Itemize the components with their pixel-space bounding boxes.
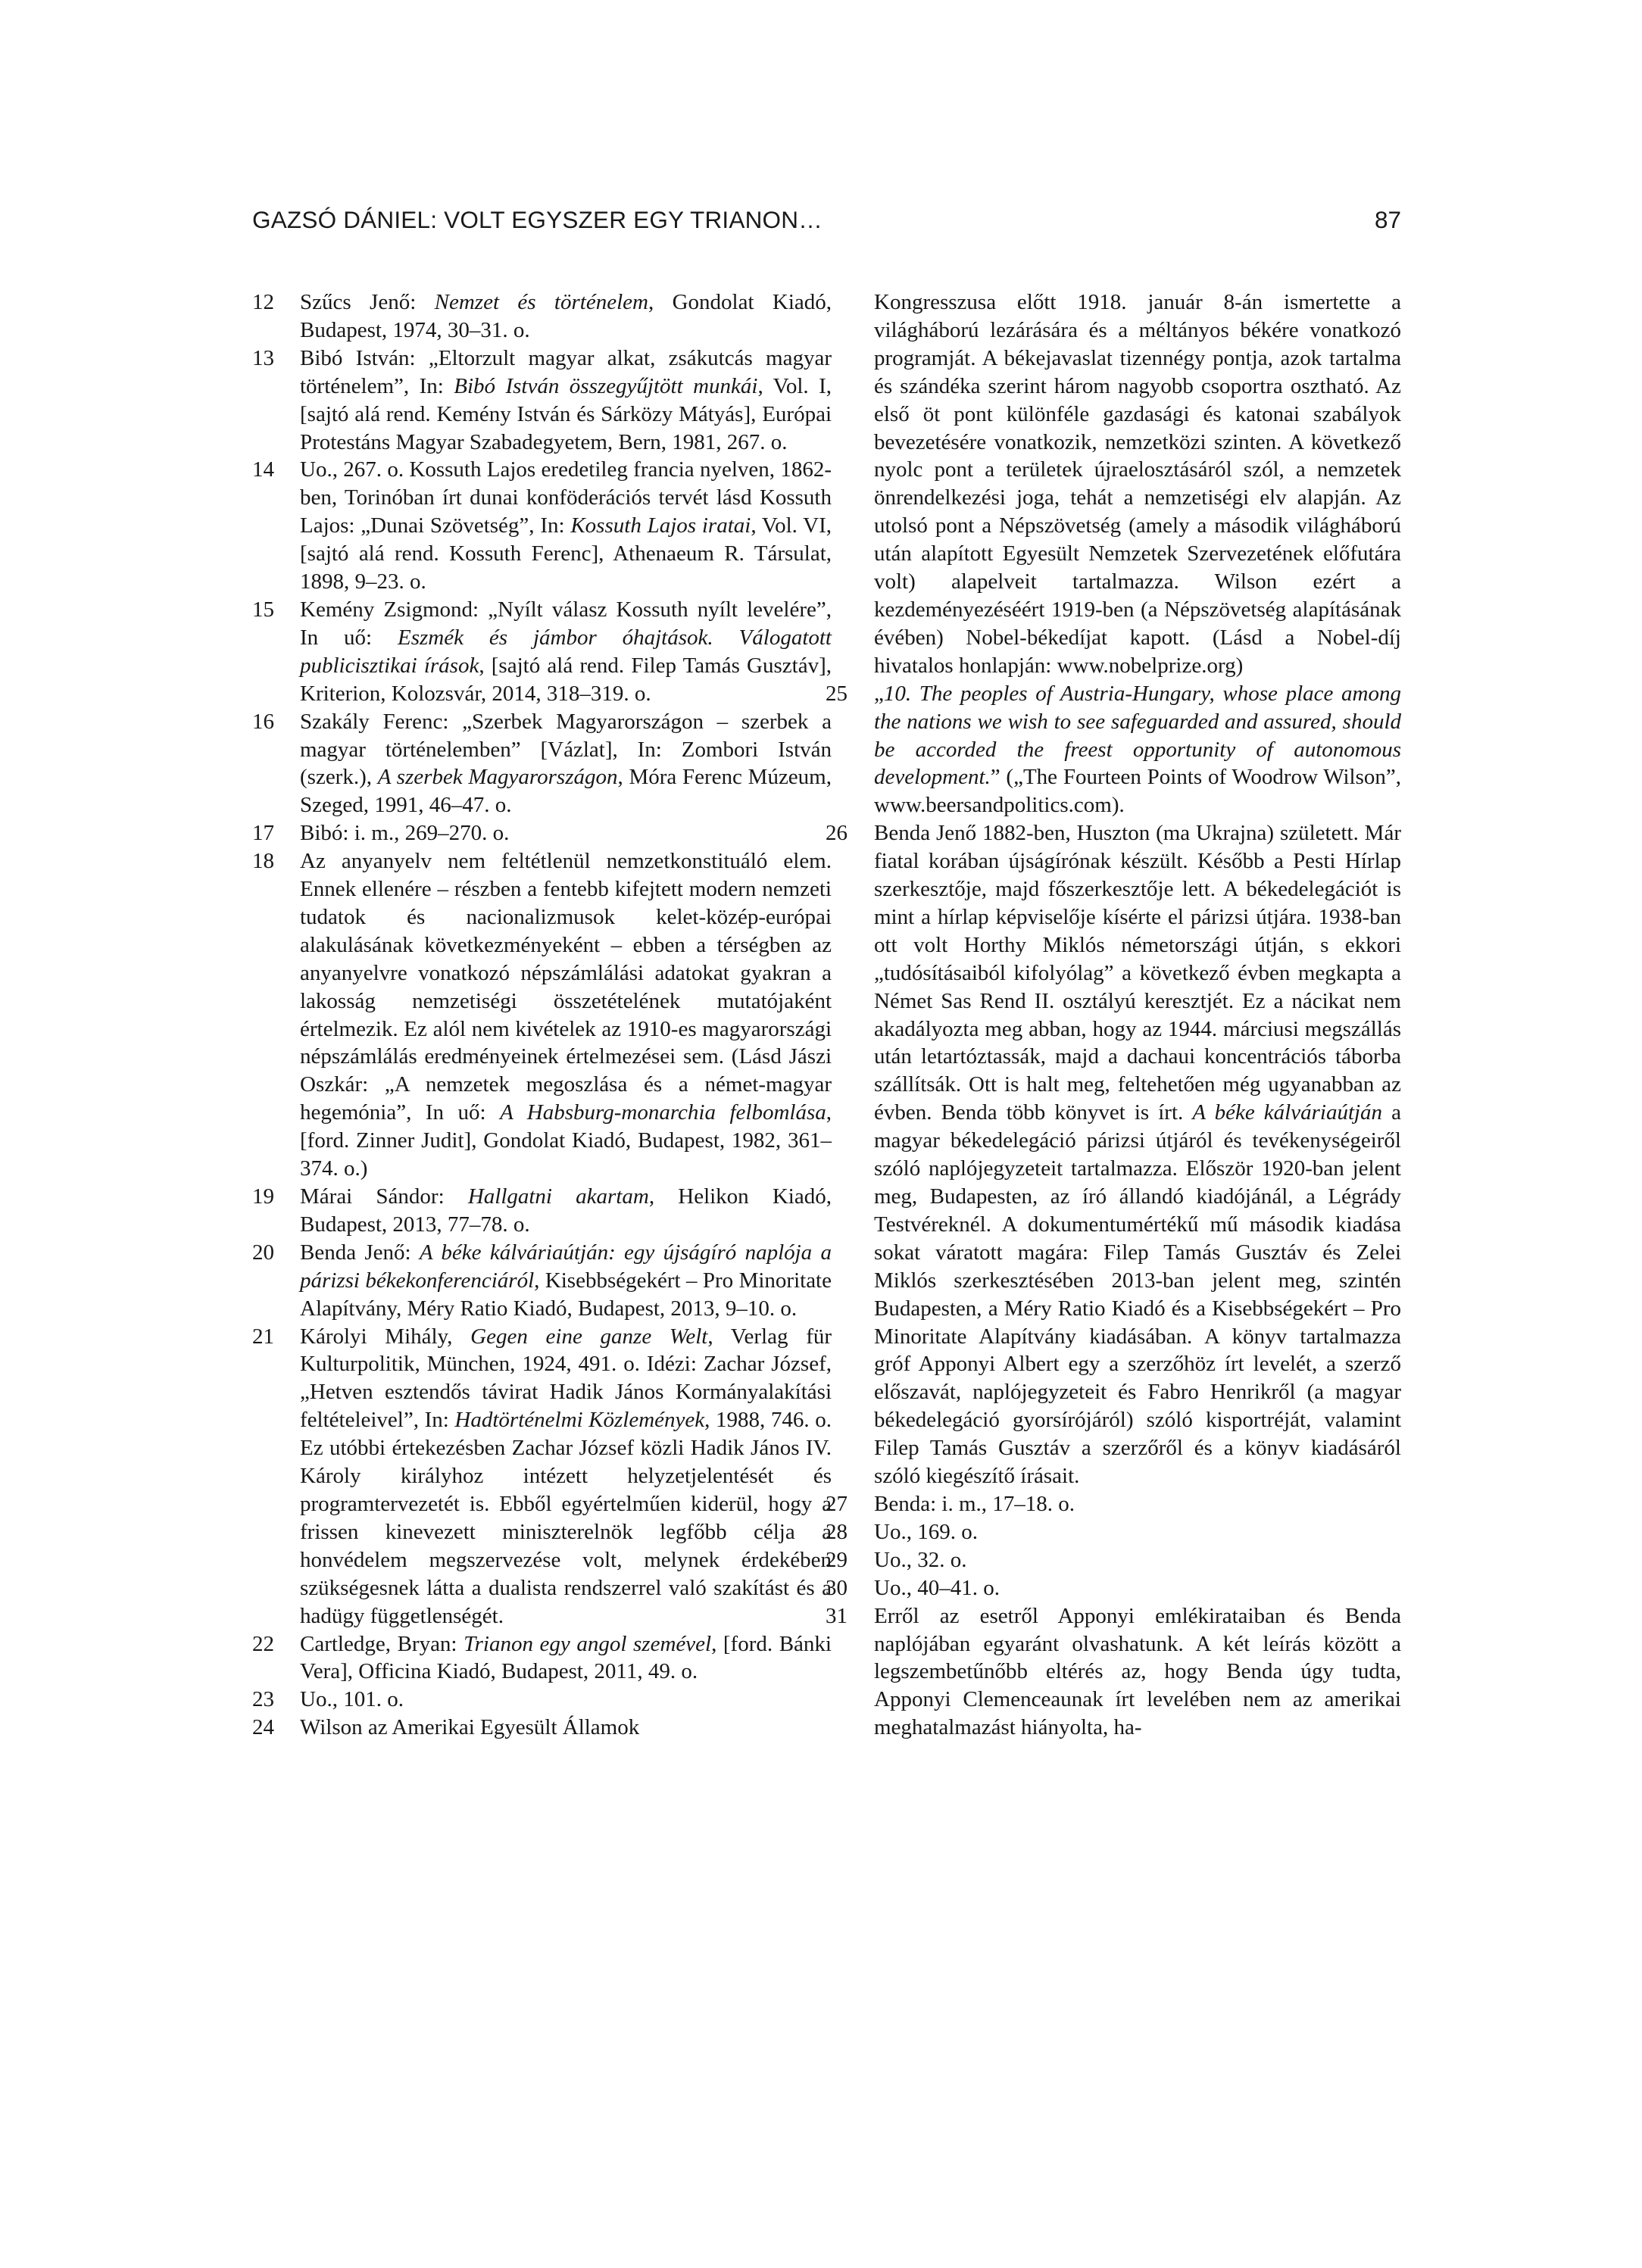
footnote-18 [252, 847, 832, 1183]
footnote-22 [252, 1630, 832, 1686]
footnote-text: Uo., 101. o. [300, 1687, 404, 1712]
footnote-23 [252, 1686, 832, 1714]
footnote-number: 12 [252, 290, 274, 314]
footnotes-left-column [252, 289, 832, 1742]
footnote-text: „10. The peoples of Austria-Hungary, whose place among the nations we wish to see safeguarded and assured, should be accorded the freest opportunity of autonomous development.” („The Fourteen Points of Woodrow Wilson”, www.beersandpolitics.com). [874, 681, 1401, 818]
footnote-text: Benda: i. m., 17–18. o. [874, 1491, 1075, 1516]
footnote-text: Wilson az Amerikai Egyesült Államok [300, 1715, 640, 1740]
footnote-text: Károlyi Mihály, Gegen eine ganze Welt, Verlag für Kulturpolitik, München, 1924, 491. o. Idézi: Zachar József, „Hetven esztendős távirat Hadik János Kormányalakítási feltételeivel”, In: Hadtörténelmi Közlemények, 1988, 746. o. Ez utóbbi értekezésben Zachar József közli Hadik János IV. Károly királyhoz intézett helyzetjelentését és programtervezetét is. Ebből egyértelműen kiderül, hogy a frissen kinevezett miniszterelnök legfőbb célja a honvédelem megszervezése volt, melynek érdekében szükségesnek látta a dualista rendszerrel való szakítást és a hadügy függetlenségét. [300, 1324, 832, 1628]
footnote-number: 15 [252, 597, 274, 622]
footnote-text: Erről az esetről Apponyi emlékirataiban és Benda naplójában egyaránt olvashatunk. A két leírás között a legszembetűnőbb eltérés az, hogy Benda úgy tudta, Apponyi Clemenceaunak írt levelében nem az amerikai meghatalmazást hiányolta, ha- [874, 1603, 1401, 1740]
footnote-16 [252, 708, 832, 820]
footnote-number: 18 [252, 849, 274, 874]
footnote-number: 22 [252, 1631, 274, 1656]
footnote-number: 16 [252, 709, 274, 734]
footnote-number: 26 [826, 821, 848, 846]
footnote-continuation [826, 289, 1401, 680]
footnote-19 [252, 1183, 832, 1239]
footnote-text: Cartledge, Bryan: Trianon egy angol szemével, [ford. Bánki Vera], Officina Kiadó, Budapest, 2011, 49. o. [300, 1631, 832, 1684]
footnote-text: Benda Jenő: A béke kálváriaútján: egy újságíró naplója a párizsi békekonferenciáról, Kisebbségekért – Pro Minoritate Alapítvány, Méry Ratio Kiadó, Budapest, 2013, 9–10. o. [300, 1240, 832, 1321]
footnote-text: Az anyanyelv nem feltétlenül nemzetkonstituáló elem. Ennek ellenére – részben a fentebb kifejtett modern nemzeti tudatok és nacionalizmusok kelet-közép-európai alakulásának következményeként – ebben a térségben az anyanyelvre vonatkozó népszámlálási adatokat gyakran a lakosság nemzetiségi összetételének mutatójaként értelmezik. Ez alól nem kivételek az 1910-es magyarországi népszámlálás eredményeinek értelmezései sem. (Lásd Jászi Oszkár: „A nemzetek megoszlása és a német-magyar hegemónia”, In uő: A Habsburg-monarchia felbomlása, [ford. Zinner Judit], Gondolat Kiadó, Budapest, 1982, 361–374. o.) [300, 849, 832, 1181]
footnote-number: 17 [252, 821, 274, 846]
footnote-12 [252, 289, 832, 345]
footnote-text: Szakály Ferenc: „Szerbek Magyarországon – szerbek a magyar történelemben” [Vázlat], In: Zombori István (szerk.), A szerbek Magyarországon, Móra Ferenc Múzeum, Szeged, 1991, 46–47. o. [300, 709, 832, 818]
page-number: 87 [1374, 206, 1401, 233]
footnote-number: 30 [826, 1575, 848, 1600]
footnote-number: 23 [252, 1687, 274, 1712]
footnote-number: 13 [252, 345, 274, 370]
footnote-28 [826, 1518, 1401, 1546]
footnote-number: 31 [826, 1603, 848, 1628]
footnote-number: 29 [826, 1547, 848, 1572]
footnote-number: 28 [826, 1519, 848, 1544]
footnote-text: Uo., 40–41. o. [874, 1575, 1000, 1600]
footnote-24 [252, 1714, 832, 1742]
footnote-number: 21 [252, 1324, 274, 1349]
footnotes-right-column [826, 289, 1401, 1742]
footnote-text: Uo., 32. o. [874, 1547, 967, 1572]
footnote-text: Márai Sándor: Hallgatni akartam, Helikon Kiadó, Budapest, 2013, 77–78. o. [300, 1184, 832, 1237]
footnote-number: 27 [826, 1491, 848, 1516]
footnote-14 [252, 456, 832, 596]
footnote-number: 19 [252, 1184, 274, 1209]
footnote-text: Kemény Zsigmond: „Nyílt válasz Kossuth nyílt levelére”, In uő: Eszmék és jámbor óhajtások. Válogatott publicisztikai írások, [sajtó alá rend. Filep Tamás Gusztáv], Kriterion, Kolozsvár, 2014, 318–319. o. [300, 597, 832, 706]
footnote-21 [252, 1323, 832, 1630]
footnote-number: 24 [252, 1715, 274, 1740]
footnote-text: Szűcs Jenő: Nemzet és történelem, Gondolat Kiadó, Budapest, 1974, 30–31. o. [300, 290, 832, 342]
footnote-26 [826, 819, 1401, 1490]
footnote-17 [252, 819, 832, 847]
footnote-15 [252, 596, 832, 708]
footnote-29 [826, 1546, 1401, 1574]
footnote-30 [826, 1574, 1401, 1602]
footnote-number: 14 [252, 457, 274, 482]
footnote-text: Uo., 267. o. Kossuth Lajos eredetileg francia nyelven, 1862-ben, Torinóban írt dunai konföderációs tervét lásd Kossuth Lajos: „Dunai Szövetség”, In: Kossuth Lajos iratai, Vol. VI, [sajtó alá rend. Kossuth Ferenc], Athenaeum R. Társulat, 1898, 9–23. o. [300, 457, 832, 594]
footnote-number: 20 [252, 1240, 274, 1265]
footnote-number: 25 [826, 681, 848, 706]
footnote-text: Kongresszusa előtt 1918. január 8-án ismertette a világháború lezárására és a méltányos békére vonatkozó programját. A békejavaslat tizennégy pontja, azok tartalma és szándéka szerint három nagyobb csoportra osztható. Az első öt pont különféle gazdasági és katonai szabályok bevezetésére vonatkozik, nemzetközi szinten. A következő nyolc pont a területek újraelosztásáról szól, a nemzetek önrendelkezési joga, tehát a nemzetiségi elv alapján. Az utolsó pont a Népszövetség (amely a második világháború után alapított Egyesült Nemzetek Szervezetének előfutára volt) alapelveit tartalmazza. Wilson ezért a kezdeményezéséért 1919-ben (a Népszövetség alapításának évében) Nobel-békedíjat kapott. (Lásd a Nobel-díj hivatalos honlapján: www.nobelprize.org) [874, 290, 1401, 678]
footnote-31 [826, 1602, 1401, 1742]
footnote-25 [826, 680, 1401, 820]
footnote-20 [252, 1239, 832, 1323]
footnote-text: Uo., 169. o. [874, 1519, 978, 1544]
footnote-text: Bibó: i. m., 269–270. o. [300, 821, 510, 846]
footnote-text: Bibó István: „Eltorzult magyar alkat, zsákutcás magyar történelem”, In: Bibó István összegyűjtött munkái, Vol. I, [sajtó alá rend. Kemény István és Sárközy Mátyás], Európai Protestáns Magyar Szabadegyetem, Bern, 1981, 267. o. [300, 345, 832, 454]
footnote-27 [826, 1490, 1401, 1518]
footnote-13 [252, 345, 832, 457]
footnote-text: Benda Jenő 1882-ben, Huszton (ma Ukrajna) született. Már fiatal korában újságírónak készült. Később a Pesti Hírlap szerkesztője, majd főszerkesztője lett. A békedelegációt is mint a hírlap képviselője kísérte el párizsi útjára. 1938-ban ott volt Horthy Miklós németországi útján, s ekkori „tudósításaiból kifolyólag” a következő évben megkapta a Német Sas Rend II. osztályú keresztjét. Ez a nácikat nem akadályozta meg abban, hogy az 1944. márciusi megszállás után letartóztassák, majd a dachaui koncentrációs táborba szállítsák. Ott is halt meg, feltehetően még ugyanabban az évben. Benda több könyvet is írt. A béke kálváriaútján a magyar békedelegáció párizsi útjáról és tevékenységeiről szóló naplójegyzeteit tartalmazza. Először 1920-ban jelent meg, Budapesten, az író állandó kiadójánál, a Légrády Testvéreknél. A dokumentumértékű mű második kiadása sokat váratott magára: Filep Tamás Gusztáv és Zelei Miklós szerkesztésében 2013-ban jelent meg, szintén Budapesten, a Méry Ratio Kiadó és a Kisebbségekért – Pro Minoritate Alapítvány kiadásában. A könyv tartalmazza gróf Apponyi Albert egy a szerzőhöz írt levelét, a szerző előszavát, naplójegyzeteit és Fabro Henrikről (a magyar békedelegáció gyorsírójáról) szóló kisportréját, valamint Filep Tamás Gusztáv a szerzőről és a könyv kiadásáról szóló kiegészítő írásait. [874, 821, 1402, 1489]
running-title: GAZSÓ DÁNIEL: VOLT EGYSZER EGY TRIANON… [252, 206, 823, 233]
